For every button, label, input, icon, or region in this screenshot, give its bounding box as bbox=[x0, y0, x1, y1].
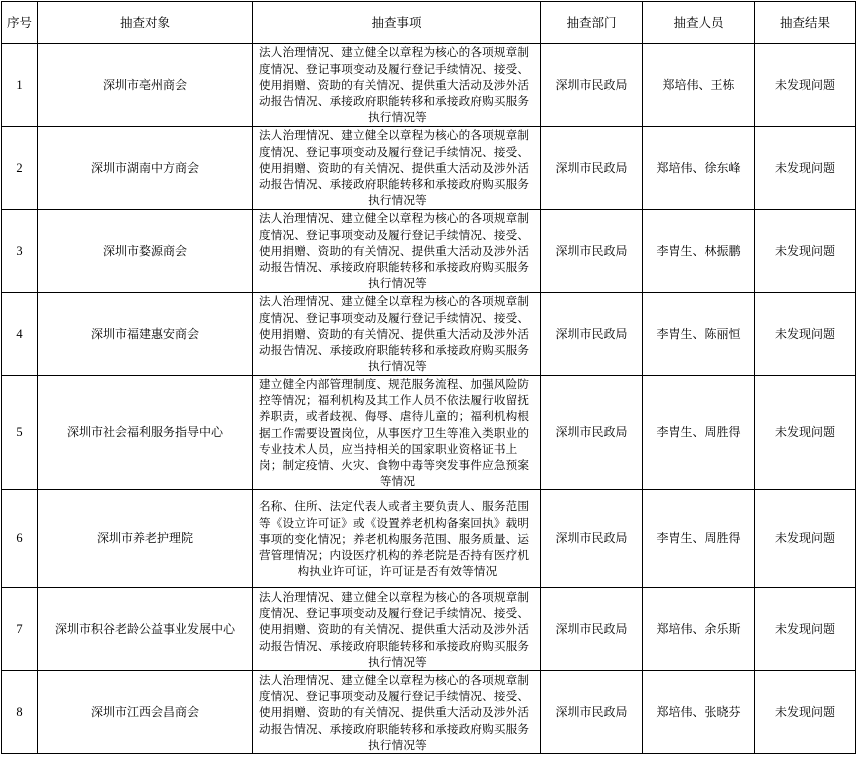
row-items: 法人治理情况、建立健全以章程为核心的各项规章制度情况、登记事项变动及履行登记手续情况、接受、使用捐赠、资助的有关情况、提供重大活动及涉外活动报告情况、承接政府职能转移和承接政府购买服务执行情况等 bbox=[253, 44, 541, 127]
row-seq: 7 bbox=[2, 588, 38, 671]
row-result: 未发现问题 bbox=[755, 44, 856, 127]
row-people: 李胄生、林振鹏 bbox=[643, 210, 755, 293]
row-target: 深圳市江西会昌商会 bbox=[38, 671, 253, 754]
header-target: 抽查对象 bbox=[38, 2, 253, 44]
header-people: 抽查人员 bbox=[643, 2, 755, 44]
table-row bbox=[2, 376, 856, 490]
row-people: 郑培伟、余乐斯 bbox=[643, 588, 755, 671]
header-items: 抽查事项 bbox=[253, 2, 541, 44]
table-row bbox=[2, 44, 856, 127]
row-items: 名称、住所、法定代表人或者主要负责人、服务范围等《设立许可证》或《设置养老机构备案回执》载明事项的变化情况；养老机构服务范围、服务质量、运营管理情况；内设医疗机构的养老院是否持有医疗机构执业许可证，许可证是否有效等情况 bbox=[253, 490, 541, 588]
row-target: 深圳市湖南中方商会 bbox=[38, 127, 253, 210]
row-seq: 2 bbox=[2, 127, 38, 210]
row-result: 未发现问题 bbox=[755, 210, 856, 293]
row-people: 李胄生、周胜得 bbox=[643, 376, 755, 490]
row-dept: 深圳市民政局 bbox=[541, 490, 643, 588]
row-items: 法人治理情况、建立健全以章程为核心的各项规章制度情况、登记事项变动及履行登记手续情况、接受、使用捐赠、资助的有关情况、提供重大活动及涉外活动报告情况、承接政府职能转移和承接政府购买服务执行情况等 bbox=[253, 588, 541, 671]
row-result: 未发现问题 bbox=[755, 671, 856, 754]
row-target: 深圳市社会福利服务指导中心 bbox=[38, 376, 253, 490]
row-seq: 5 bbox=[2, 376, 38, 490]
row-result: 未发现问题 bbox=[755, 588, 856, 671]
table-row bbox=[2, 210, 856, 293]
row-people: 李胄生、周胜得 bbox=[643, 490, 755, 588]
row-dept: 深圳市民政局 bbox=[541, 671, 643, 754]
row-target: 深圳市养老护理院 bbox=[38, 490, 253, 588]
row-target: 深圳市积谷老龄公益事业发展中心 bbox=[38, 588, 253, 671]
header-row bbox=[2, 2, 856, 44]
row-dept: 深圳市民政局 bbox=[541, 293, 643, 376]
row-dept: 深圳市民政局 bbox=[541, 44, 643, 127]
table-row bbox=[2, 490, 856, 588]
table-row bbox=[2, 127, 856, 210]
row-dept: 深圳市民政局 bbox=[541, 376, 643, 490]
header-dept: 抽查部门 bbox=[541, 2, 643, 44]
row-target: 深圳市婺源商会 bbox=[38, 210, 253, 293]
row-people: 郑培伟、徐东峰 bbox=[643, 127, 755, 210]
row-result: 未发现问题 bbox=[755, 376, 856, 490]
row-items: 法人治理情况、建立健全以章程为核心的各项规章制度情况、登记事项变动及履行登记手续情况、接受、使用捐赠、资助的有关情况、提供重大活动及涉外活动报告情况、承接政府职能转移和承接政府购买服务执行情况等 bbox=[253, 210, 541, 293]
header-result: 抽查结果 bbox=[755, 2, 856, 44]
header-seq: 序号 bbox=[2, 2, 38, 44]
row-items: 建立健全内部管理制度、规范服务流程、加强风险防控等情况；福利机构及其工作人员不依法履行收留抚养职责，或者歧视、侮辱、虐待儿童的；福利机构根据工作需要设置岗位，从事医疗卫生等准入类职业的专业技术人员，应当持相关的国家职业资格证书上岗；制定疫情、火灾、食物中毒等突发事件应急预案等情况 bbox=[253, 376, 541, 490]
row-result: 未发现问题 bbox=[755, 127, 856, 210]
table-row bbox=[2, 588, 856, 671]
row-dept: 深圳市民政局 bbox=[541, 210, 643, 293]
row-people: 郑培伟、张晓芬 bbox=[643, 671, 755, 754]
row-seq: 6 bbox=[2, 490, 38, 588]
row-target: 深圳市亳州商会 bbox=[38, 44, 253, 127]
row-result: 未发现问题 bbox=[755, 293, 856, 376]
row-items: 法人治理情况、建立健全以章程为核心的各项规章制度情况、登记事项变动及履行登记手续情况、接受、使用捐赠、资助的有关情况、提供重大活动及涉外活动报告情况、承接政府职能转移和承接政府购买服务执行情况等 bbox=[253, 671, 541, 754]
row-seq: 1 bbox=[2, 44, 38, 127]
row-dept: 深圳市民政局 bbox=[541, 588, 643, 671]
inspection-table bbox=[1, 1, 856, 754]
row-people: 郑培伟、王栋 bbox=[643, 44, 755, 127]
row-dept: 深圳市民政局 bbox=[541, 127, 643, 210]
row-seq: 8 bbox=[2, 671, 38, 754]
row-target: 深圳市福建惠安商会 bbox=[38, 293, 253, 376]
row-items: 法人治理情况、建立健全以章程为核心的各项规章制度情况、登记事项变动及履行登记手续情况、接受、使用捐赠、资助的有关情况、提供重大活动及涉外活动报告情况、承接政府职能转移和承接政府购买服务执行情况等 bbox=[253, 127, 541, 210]
row-result: 未发现问题 bbox=[755, 490, 856, 588]
row-seq: 4 bbox=[2, 293, 38, 376]
row-seq: 3 bbox=[2, 210, 38, 293]
row-items: 法人治理情况、建立健全以章程为核心的各项规章制度情况、登记事项变动及履行登记手续情况、接受、使用捐赠、资助的有关情况、提供重大活动及涉外活动报告情况、承接政府职能转移和承接政府购买服务执行情况等 bbox=[253, 293, 541, 376]
table-row bbox=[2, 293, 856, 376]
table-row bbox=[2, 671, 856, 754]
row-people: 李胄生、陈丽恒 bbox=[643, 293, 755, 376]
